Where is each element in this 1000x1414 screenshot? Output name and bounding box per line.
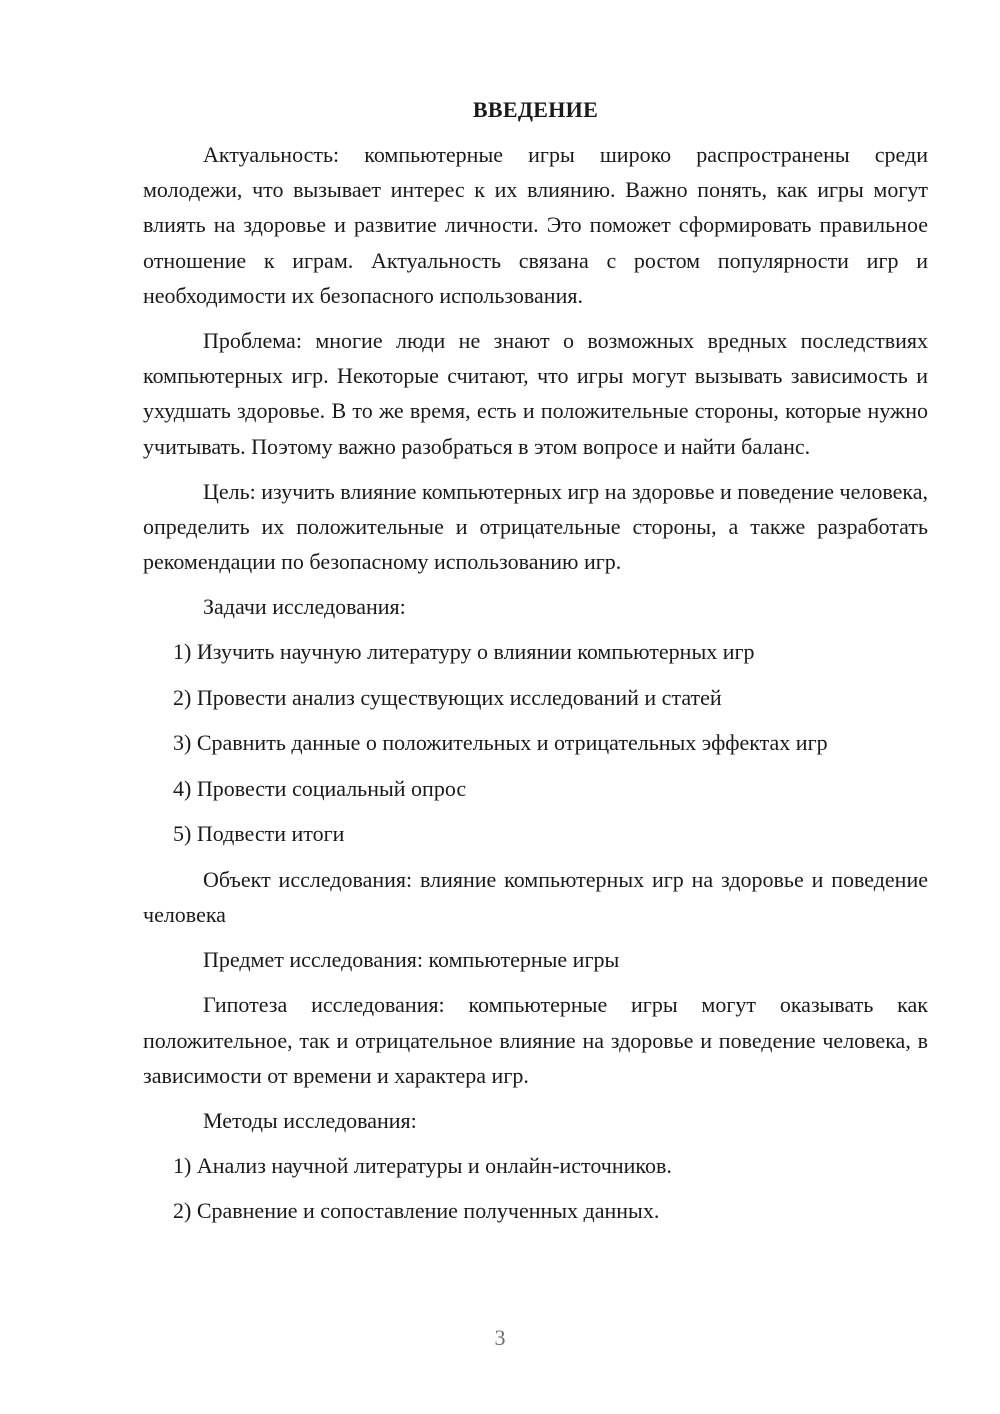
task-item: 1) Изучить научную литературу о влиянии компьютерных игр — [173, 639, 755, 665]
tasks-label: Задачи исследования: — [203, 594, 406, 620]
page-number: 3 — [494, 1325, 506, 1350]
goal-paragraph: Цель: изучить влияние компьютерных игр на здоровье и поведение человека, определить их положительные и отрицательные стороны, а также разработать рекомендации по безопасному использованию игр. — [143, 478, 929, 575]
task-item: 2) Провести анализ существующих исследований и статей — [173, 684, 722, 710]
relevance-paragraph: Актуальность: компьютерные игры широко распространены среди молодежи, что вызывает интерес к их влиянию. Важно понять, как игры могут влиять на здоровье и развитие личности. Это поможет сформировать правильное отношение к играм. Актуальность связана с ростом популярности игр и необходимости их безопасного использования. — [143, 142, 928, 308]
document-page — [143, 92, 928, 1239]
task-item: 4) Провести социальный опрос — [173, 775, 467, 801]
method-item: 1) Анализ научной литературы и онлайн-источников. — [173, 1152, 672, 1178]
task-item: 5) Подвести итоги — [173, 821, 345, 847]
subject-line: Предмет исследования: компьютерные игры — [203, 947, 620, 973]
methods-label: Методы исследования: — [203, 1107, 417, 1133]
page-title: ВВЕДЕНИЕ — [472, 97, 599, 122]
object-paragraph: Объект исследования: влияние компьютерных игр на здоровье и поведение человека — [143, 866, 928, 928]
problem-paragraph: Проблема: многие люди не знают о возможных вредных последствиях компьютерных игр. Некоторые считают, что игры могут вызывать зависимость и ухудшать здоровье. В то же время, есть и положительные стороны, которые нужно учитывать. Поэтому важно разобраться в этом вопросе и найти баланс. — [143, 328, 928, 459]
method-item: 2) Сравнение и сопоставление полученных данных. — [173, 1198, 660, 1224]
task-item: 3) Сравнить данные о положительных и отрицательных эффектах игр — [173, 730, 828, 756]
hypothesis-paragraph: Гипотеза исследования: компьютерные игры могут оказывать как положительное, так и отрицательное влияние на здоровье и поведение человека, в зависимости от времени и характера игр. — [143, 992, 928, 1088]
